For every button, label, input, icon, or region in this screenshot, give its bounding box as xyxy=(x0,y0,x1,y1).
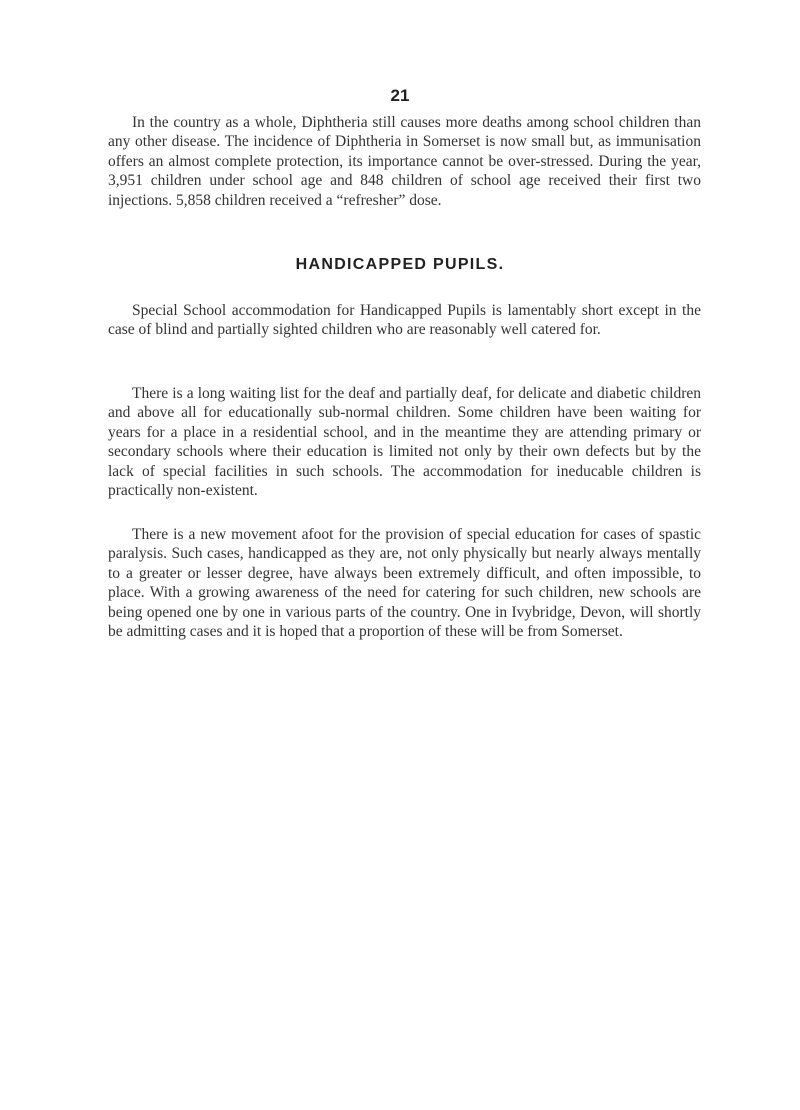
handicapped-paragraph-1: Special School accommodation for Handicapped Pupils is lamentably short except in the case of blind and partially sighted children who are reasonably well catered for. xyxy=(108,302,701,339)
page-number: 21 xyxy=(390,86,410,105)
handicapped-paragraph-2: There is a long waiting list for the deaf and partially deaf, for delicate and diabetic children and above all for educationally sub-normal children. Some children have been waiting for years for a place in a residential school, and in the meantime they are attending primary or secondary schools where their education is limited not only by their own defects but by the lack of special facilities in such schools. The accommodation for ineducable children is practically non-existent. xyxy=(108,385,701,500)
section-heading: HANDICAPPED PUPILS. xyxy=(295,256,505,273)
diphtheria-section xyxy=(108,113,701,210)
handicapped-paragraph-2-block xyxy=(108,384,701,500)
handicapped-paragraph-3-block xyxy=(108,525,701,641)
diphtheria-paragraph: In the country as a whole, Diphtheria still causes more deaths among school children than any other disease. The incidence of Diphtheria in Somerset is now small but, as immunisation offers an almost complete protection, its importance cannot be over-stressed. During the year, 3,951 children under school age and 848 children of school age received their first two injections. 5,858 children received a “refresher” dose. xyxy=(108,114,701,209)
handicapped-paragraph-3: There is a new movement afoot for the provision of special education for cases of spastic paralysis. Such cases, handicapped as they are, not only physically but nearly always mentally to a greater or lesser degree, have always been extremely difficult, and often impossible, to place. With a growing awareness of the need for catering for such children, new schools are being opened one by one in various parts of the country. One in Ivybridge, Devon, will shortly be admitting cases and it is hoped that a proportion of these will be from Somerset. xyxy=(108,526,701,641)
handicapped-paragraph-1-block xyxy=(108,301,701,340)
